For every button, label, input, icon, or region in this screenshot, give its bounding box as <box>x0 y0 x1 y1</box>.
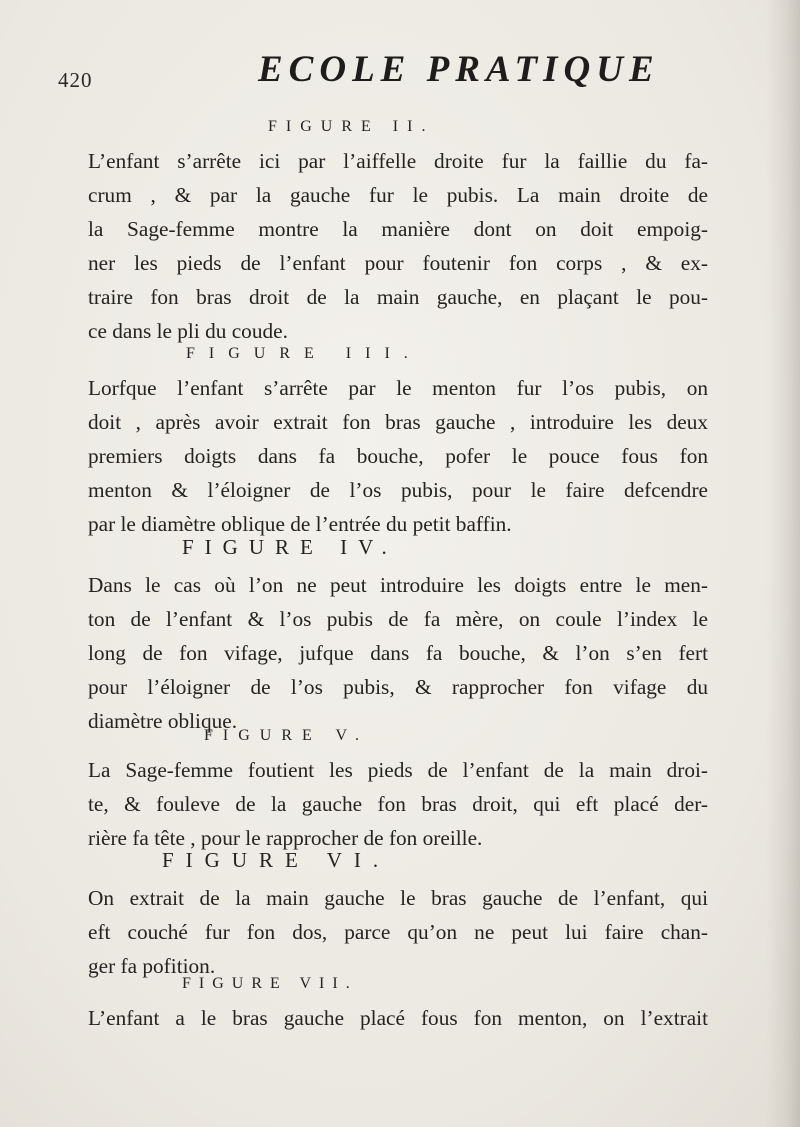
page-edge-shadow <box>766 0 800 1127</box>
text-line: te, & fouleve de la gauche fon bras droit, qui eft placé der- <box>88 792 708 816</box>
text-line: ner les pieds de l’enfant pour foutenir fon corps , & ex- <box>88 251 708 275</box>
paragraph <box>88 753 708 855</box>
paragraph <box>88 144 708 348</box>
text-line: long de fon vifage, jufque dans fa bouche, & l’on s’en fert <box>88 641 708 665</box>
text-line: On extrait de la main gauche le bras gauche de l’enfant, qui <box>88 886 708 910</box>
text-line: eft couché fur fon dos, parce qu’on ne peut lui faire chan- <box>88 920 708 944</box>
paragraph <box>88 1001 708 1035</box>
section-figure-3 <box>88 345 708 541</box>
figure-heading: FIGURE IV. <box>182 535 398 559</box>
text-line: par le diamètre oblique de l’entrée du petit baffin. <box>88 512 512 536</box>
figure-heading: FIGURE V. <box>204 727 369 744</box>
paragraph <box>88 568 708 738</box>
running-title: ECOLE PRATIQUE <box>258 49 660 90</box>
paragraph <box>88 881 708 983</box>
text-line: Lorfque l’enfant s’arrête par le menton fur l’os pubis, on <box>88 376 708 400</box>
paragraph <box>88 371 708 541</box>
text-line: rière fa tête , pour le rapprocher de fon oreille. <box>88 826 483 850</box>
figure-heading: FIGURE VII. <box>182 975 358 992</box>
text-line: la Sage-femme montre la manière dont on doit empoig- <box>88 217 708 241</box>
page-number: 420 <box>58 68 93 92</box>
section-figure-6 <box>88 848 708 983</box>
figure-heading: FIGURE VI. <box>162 848 391 872</box>
text-line: premiers doigts dans fa bouche, pofer le pouce fous fon <box>88 444 708 468</box>
text-line: crum , & par la gauche fur le pubis. La main droite de <box>88 183 708 207</box>
page-header <box>0 48 800 108</box>
text-line: doit , après avoir extrait fon bras gauche , introduire les deux <box>88 410 708 434</box>
section-figure-2 <box>88 118 708 348</box>
text-line: L’enfant s’arrête ici par l’aiffelle droite fur la faillie du fa- <box>88 149 708 173</box>
text-line: diamètre oblique. <box>88 709 238 733</box>
text-line: pour l’éloigner de l’os pubis, & rapprocher fon vifage du <box>88 675 708 699</box>
text-line: traire fon bras droit de la main gauche, en plaçant le pou- <box>88 285 708 309</box>
figure-heading: FIGURE II. <box>268 118 435 135</box>
text-line: ton de l’enfant & l’os pubis de fa mère, on coule l’index le <box>88 607 708 631</box>
text-line: ger fa pofition. <box>88 954 216 978</box>
text-line: La Sage-femme foutient les pieds de l’enfant de la main droi- <box>88 758 708 782</box>
figure-heading: FIGURE III. <box>186 345 422 362</box>
text-line: menton & l’éloigner de l’os pubis, pour le faire defcendre <box>88 478 708 502</box>
text-line: Dans le cas où l’on ne peut introduire les doigts entre le men- <box>88 573 708 597</box>
section-figure-4 <box>88 535 708 738</box>
text-line: ce dans le pli du coude. <box>88 319 288 343</box>
section-figure-5 <box>88 727 708 855</box>
text-line: L’enfant a le bras gauche placé fous fon menton, on l’extrait <box>88 1006 708 1030</box>
section-figure-7 <box>88 975 708 1035</box>
